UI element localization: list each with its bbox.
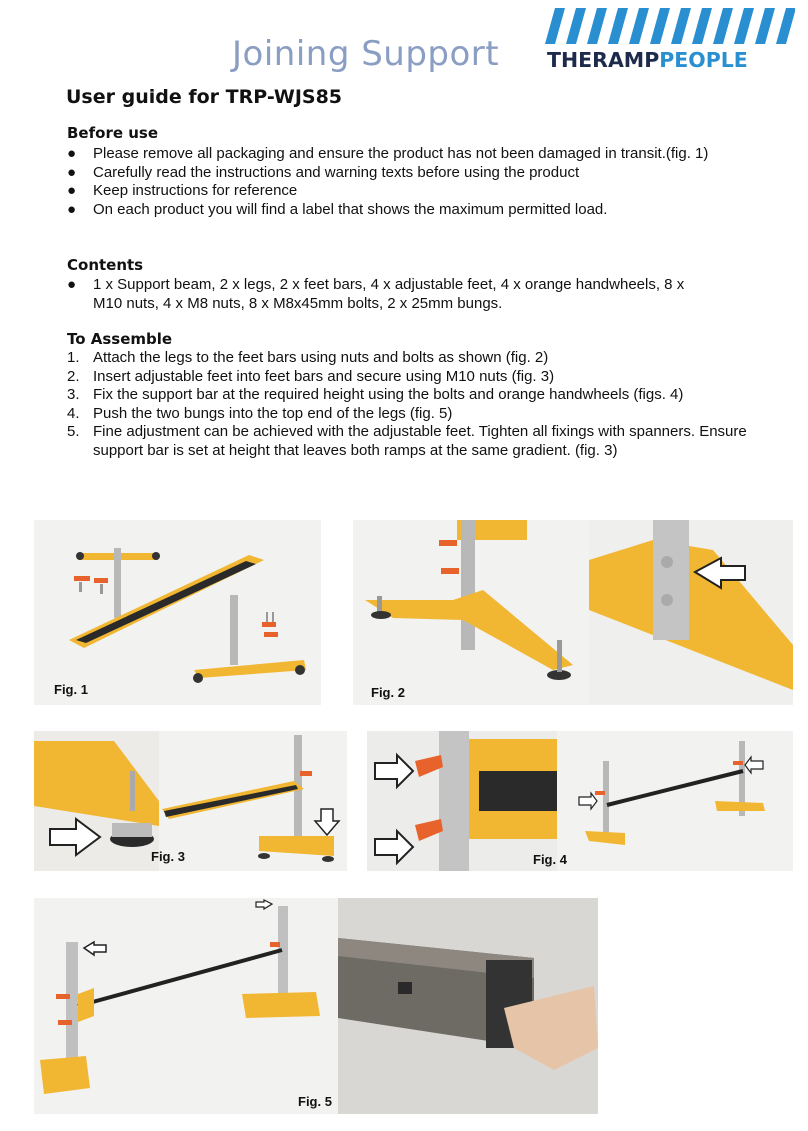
figure-4-photo bbox=[367, 731, 793, 871]
handwheel-fixing-illustration bbox=[367, 731, 793, 871]
list-item: ● Keep instructions for reference bbox=[67, 182, 298, 199]
list-item: 2. Insert adjustable feet into feet bars and secure using M10 nuts (fig. 3) bbox=[67, 367, 555, 385]
list-item: 1. Attach the legs to the feet bars using nuts and bolts as shown (fig. 2) bbox=[67, 349, 549, 366]
list-item: 4. Push the two bungs into the top end of the legs (fig. 5) bbox=[67, 404, 453, 422]
figure-5-label: Fig. 5 bbox=[298, 1094, 332, 1109]
list-item: 3. Fix the support bar at the required height using the bolts and orange handwheels (figs. 4) bbox=[67, 386, 684, 403]
figure-4-label: Fig. 4 bbox=[533, 852, 567, 867]
contents-heading: Contents bbox=[67, 256, 144, 274]
logo-text: THERAMPPEOPLE bbox=[547, 48, 748, 72]
figure-2-label: Fig. 2 bbox=[371, 685, 405, 700]
leg-assembly-illustration bbox=[353, 520, 793, 705]
figure-3-label: Fig. 3 bbox=[151, 849, 185, 864]
logo-stripes bbox=[545, 8, 795, 44]
before-use-list bbox=[67, 145, 727, 219]
support-parts-illustration bbox=[34, 520, 321, 705]
guide-title: User guide for TRP-WJS85 bbox=[66, 86, 343, 108]
figure-1-label: Fig. 1 bbox=[54, 682, 88, 697]
bung-insertion-illustration bbox=[34, 898, 598, 1114]
before-use-heading: Before use bbox=[67, 124, 159, 142]
figure-5-photo bbox=[34, 898, 598, 1114]
assemble-list bbox=[67, 349, 747, 460]
list-item: ● Please remove all packaging and ensure the product has not been damaged in transit.(fig. 1) bbox=[67, 145, 709, 162]
list-item: ● 1 x Support beam, 2 x legs, 2 x feet bars, 4 x adjustable feet, 4 x orange handwheels, 8 x M10 nuts, 4 x M8 nuts, 8 x M8x45mm bolts, 2 x 25mm bungs. bbox=[67, 276, 685, 312]
assemble-heading: To Assemble bbox=[67, 330, 173, 348]
adjustable-feet-illustration bbox=[34, 731, 347, 871]
list-item: 5. Fine adjustment can be achieved with the adjustable feet. Tighten all fixings with spanners. Ensure support bar is set at height that leaves both ramps at the same gradient. (fig. 3) bbox=[67, 423, 747, 459]
contents-list bbox=[67, 276, 707, 313]
list-item: ● On each product you will find a label that shows the maximum permitted load. bbox=[67, 200, 608, 218]
figure-3-photo bbox=[34, 731, 347, 871]
figure-1-photo bbox=[34, 520, 321, 705]
list-item: ● Carefully read the instructions and warning texts before using the product bbox=[67, 163, 580, 181]
figure-2-photo bbox=[353, 520, 793, 705]
page-title: Joining Support bbox=[232, 34, 500, 74]
company-logo bbox=[545, 8, 795, 72]
